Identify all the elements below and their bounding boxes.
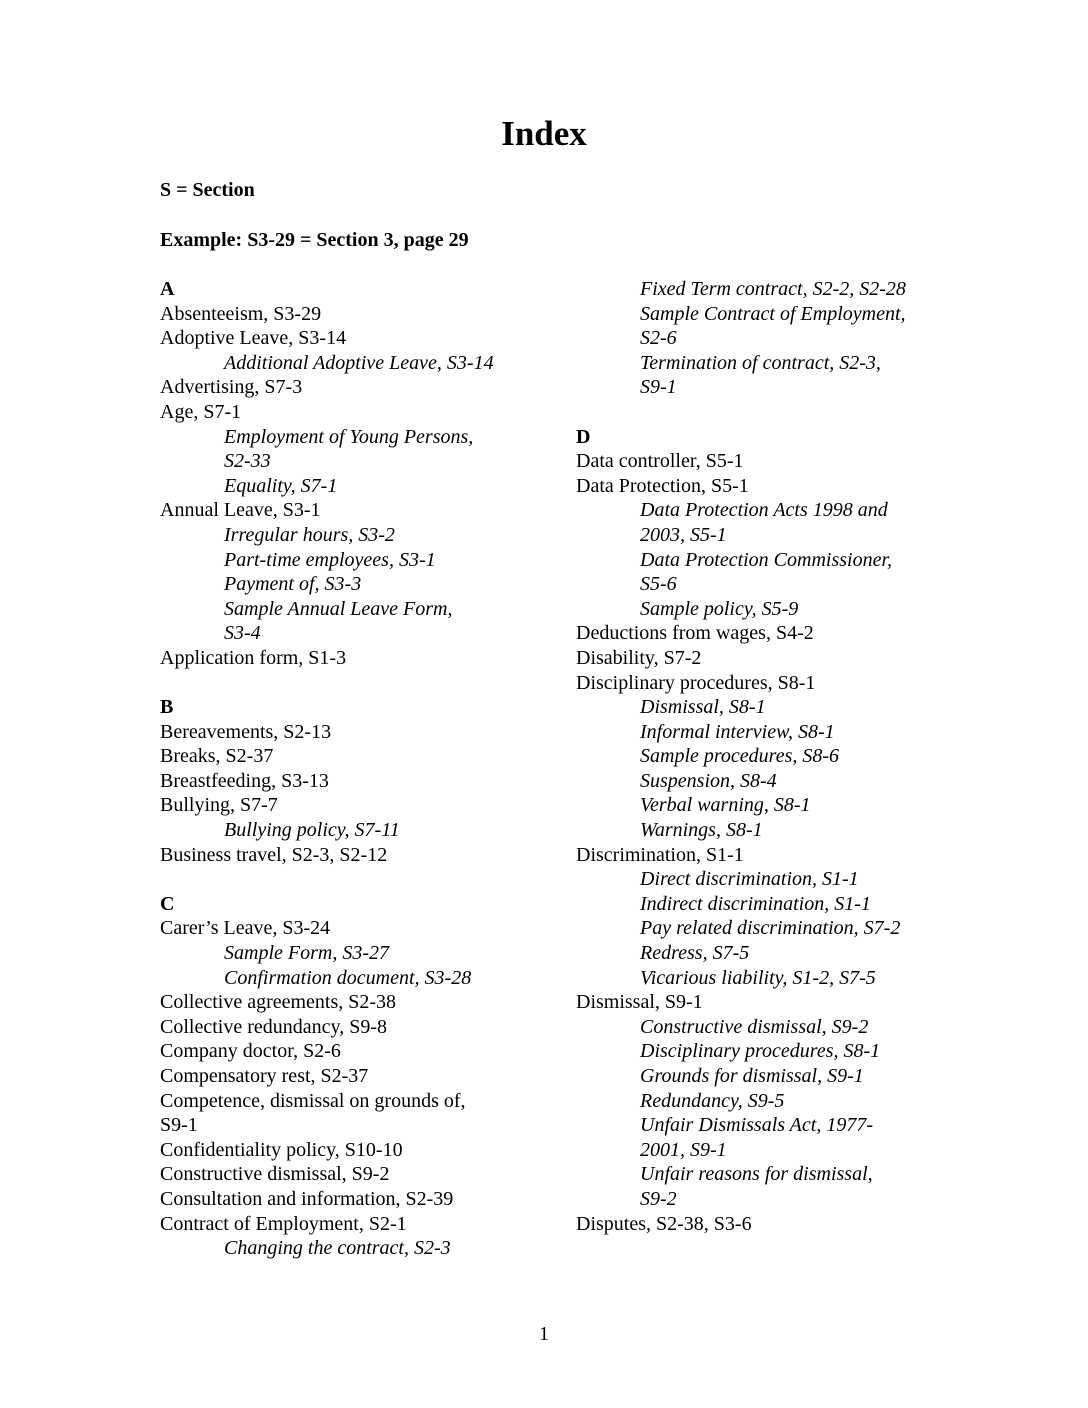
index-entry: Discrimination, S1-1 bbox=[576, 843, 744, 866]
index-subentry: S3-4 bbox=[224, 622, 261, 645]
index-subentry: Indirect discrimination, S1-1 bbox=[640, 892, 871, 915]
index-letter-heading: B bbox=[160, 696, 174, 719]
index-subentry: Changing the contract, S2-3 bbox=[224, 1237, 451, 1260]
index-entry: Disability, S7-2 bbox=[576, 646, 702, 669]
index-entry: Consultation and information, S2-39 bbox=[160, 1187, 454, 1210]
index-entry: Disputes, S2-38, S3-6 bbox=[576, 1212, 752, 1235]
index-subentry: Grounds for dismissal, S9-1 bbox=[640, 1065, 864, 1087]
index-entry: Data controller, S5-1 bbox=[576, 450, 744, 473]
index-subentry: Equality, S7-1 bbox=[224, 474, 338, 497]
index-subentry: Verbal warning, S8-1 bbox=[640, 794, 811, 817]
index-entry: Dismissal, S9-1 bbox=[576, 991, 703, 1014]
index-entry: Advertising, S7-3 bbox=[160, 376, 303, 399]
index-entry: Collective redundancy, S9-8 bbox=[160, 1015, 387, 1038]
index-entry: Collective agreements, S2-38 bbox=[160, 991, 397, 1014]
section-legend: S = Section bbox=[160, 179, 255, 201]
index-subentry: S2-33 bbox=[224, 450, 271, 473]
spacer bbox=[576, 400, 956, 425]
index-entry: Age, S7-1 bbox=[160, 400, 242, 423]
index-entry: Business travel, S2-3, S2-12 bbox=[160, 843, 388, 866]
index-subentry: Additional Adoptive Leave, S3-14 bbox=[224, 351, 494, 374]
index-subentry: Sample policy, S5-9 bbox=[640, 597, 799, 620]
index-letter-heading: C bbox=[160, 892, 175, 915]
index-entry: Bereavements, S2-13 bbox=[160, 720, 332, 743]
index-subentry: Sample Contract of Employment, bbox=[640, 302, 906, 325]
index-subentry: Termination of contract, S2-3, bbox=[640, 351, 881, 374]
index-subentry: Sample Annual Leave Form, bbox=[224, 597, 453, 620]
index-subentry: Redress, S7-5 bbox=[640, 942, 750, 965]
index-entry: Breastfeeding, S3-13 bbox=[160, 769, 329, 792]
index-subentry: S5-6 bbox=[640, 573, 677, 596]
index-entry: Disciplinary procedures, S8-1 bbox=[576, 671, 816, 694]
index-subentry: S9-2 bbox=[640, 1187, 677, 1210]
index-entry: Compensatory rest, S2-37 bbox=[160, 1065, 369, 1087]
index-entry: Data Protection, S5-1 bbox=[576, 474, 749, 497]
index-column-right bbox=[576, 277, 956, 1236]
index-subentry: Data Protection Acts 1998 and bbox=[640, 499, 888, 522]
index-entry: Deductions from wages, S4-2 bbox=[576, 622, 814, 645]
index-entry: Bullying, S7-7 bbox=[160, 794, 278, 817]
index-subentry: Unfair reasons for dismissal, bbox=[640, 1163, 873, 1186]
index-subentry: Dismissal, S8-1 bbox=[640, 696, 766, 719]
index-subentry: Suspension, S8-4 bbox=[640, 769, 777, 792]
index-column-left bbox=[160, 277, 540, 1261]
index-subentry: S2-6 bbox=[640, 327, 677, 350]
spacer bbox=[160, 867, 540, 892]
index-subentry: Direct discrimination, S1-1 bbox=[640, 868, 859, 891]
index-subentry: Confirmation document, S3-28 bbox=[224, 966, 472, 989]
index-subentry: Pay related discrimination, S7-2 bbox=[640, 917, 901, 940]
index-entry: Company doctor, S2-6 bbox=[160, 1040, 341, 1063]
index-entry: Constructive dismissal, S9-2 bbox=[160, 1163, 390, 1186]
index-entry: Absenteeism, S3-29 bbox=[160, 302, 322, 325]
index-subentry: Constructive dismissal, S9-2 bbox=[640, 1015, 869, 1038]
index-subentry: 2003, S5-1 bbox=[640, 523, 727, 546]
index-entry: Breaks, S2-37 bbox=[160, 745, 274, 768]
index-subentry: Vicarious liability, S1-2, S7-5 bbox=[640, 966, 876, 989]
index-letter-heading: D bbox=[576, 425, 591, 448]
example-note: Example: S3-29 = Section 3, page 29 bbox=[160, 229, 469, 251]
index-entry: Adoptive Leave, S3-14 bbox=[160, 327, 347, 350]
index-subentry: Data Protection Commissioner, bbox=[640, 548, 893, 571]
index-entry: Annual Leave, S3-1 bbox=[160, 499, 321, 522]
page-number: 1 bbox=[539, 1323, 549, 1345]
index-entry: Contract of Employment, S2-1 bbox=[160, 1212, 407, 1235]
index-letter-heading: A bbox=[160, 278, 175, 300]
index-subentry: Informal interview, S8-1 bbox=[640, 720, 835, 743]
index-subentry: Part-time employees, S3-1 bbox=[224, 548, 436, 571]
index-subentry: S9-1 bbox=[640, 376, 677, 399]
index-subentry: Redundancy, S9-5 bbox=[640, 1089, 785, 1112]
index-entry: Carer’s Leave, S3-24 bbox=[160, 917, 331, 940]
index-subentry: Irregular hours, S3-2 bbox=[224, 523, 395, 546]
page-title: Index bbox=[501, 114, 587, 153]
index-subentry: Unfair Dismissals Act, 1977- bbox=[640, 1114, 873, 1137]
index-subentry: Disciplinary procedures, S8-1 bbox=[640, 1040, 881, 1063]
index-subentry: Warnings, S8-1 bbox=[640, 819, 763, 842]
index-subentry: Bullying policy, S7-11 bbox=[224, 819, 400, 842]
index-entry: Application form, S1-3 bbox=[160, 646, 347, 669]
spacer bbox=[160, 671, 540, 696]
index-subentry: Fixed Term contract, S2-2, S2-28 bbox=[640, 278, 906, 300]
index-subentry: Sample Form, S3-27 bbox=[224, 942, 389, 965]
index-subentry: Payment of, S3-3 bbox=[224, 573, 362, 596]
index-entry: S9-1 bbox=[160, 1114, 198, 1137]
index-subentry: 2001, S9-1 bbox=[640, 1138, 727, 1161]
index-subentry: Employment of Young Persons, bbox=[224, 425, 474, 448]
index-subentry: Sample procedures, S8-6 bbox=[640, 745, 840, 768]
index-entry: Competence, dismissal on grounds of, bbox=[160, 1089, 466, 1112]
index-entry: Confidentiality policy, S10-10 bbox=[160, 1138, 403, 1161]
